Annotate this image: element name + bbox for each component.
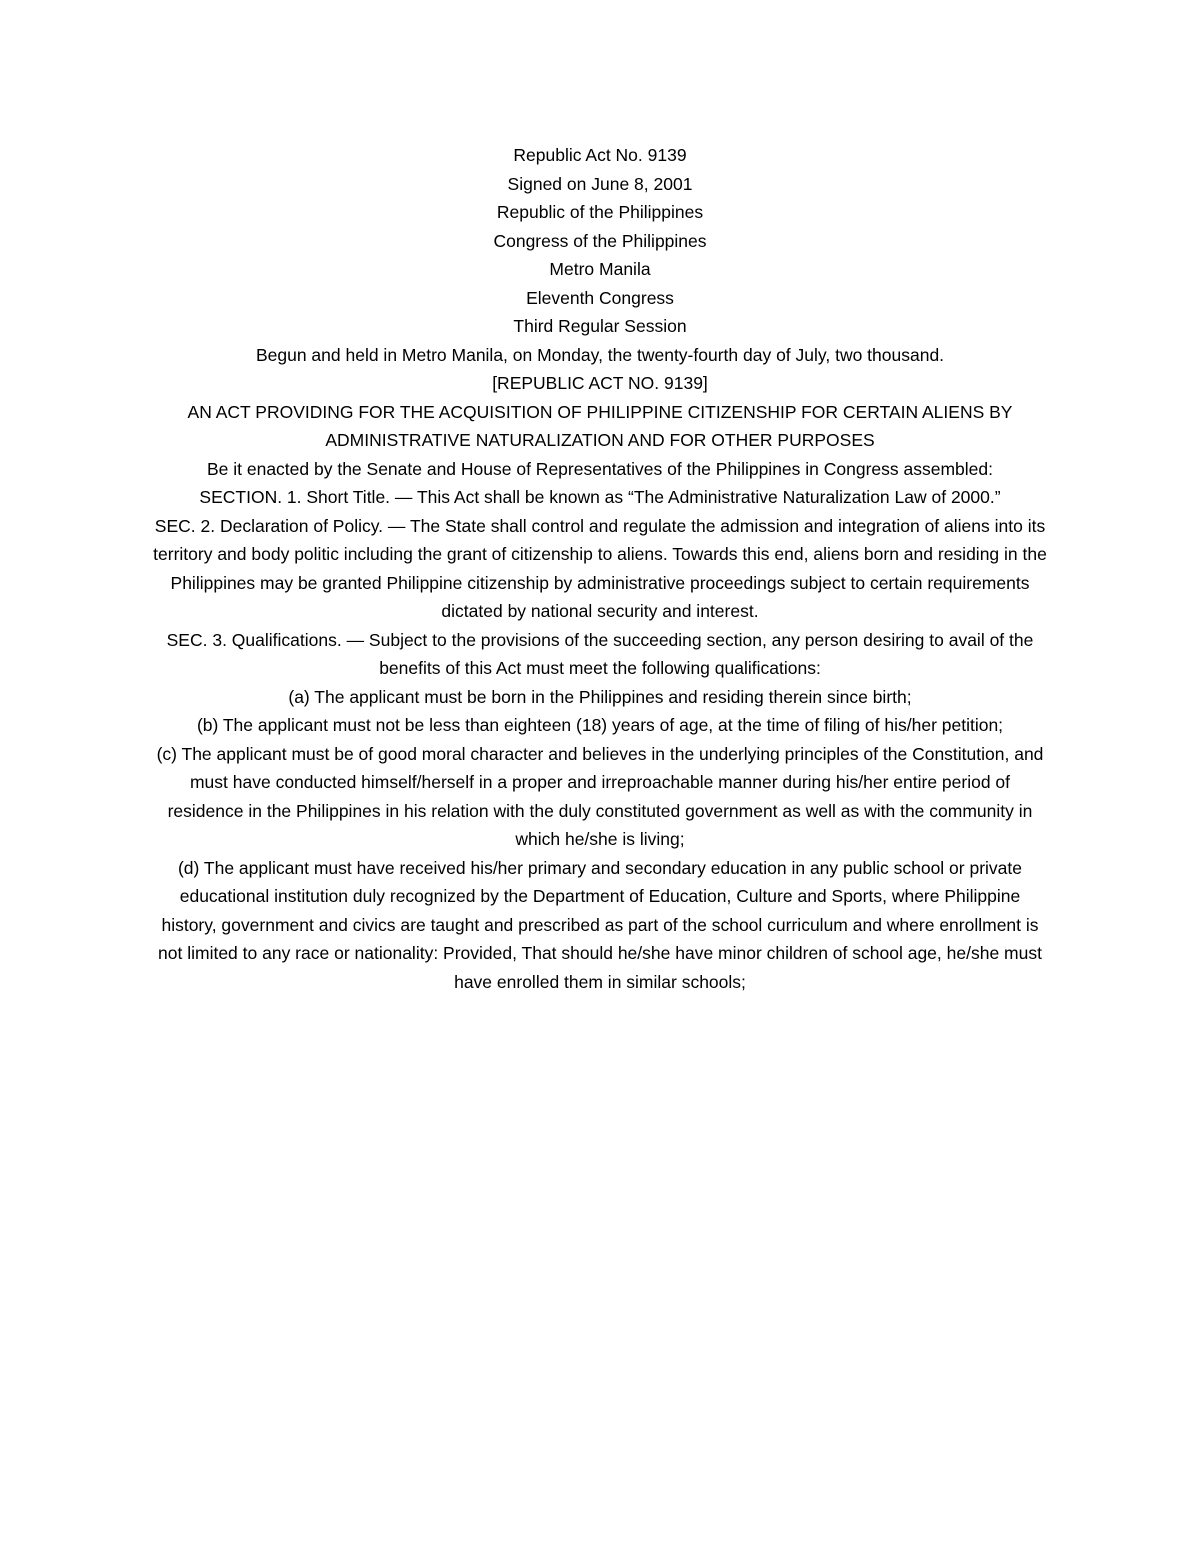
section-2: SEC. 2. Declaration of Policy. — The State shall control and regulate the admission and integration of aliens into its territory and body politic including the grant of citizenship to aliens. Towards this end, aliens born and residing in the Philippines may be granted Philippine citizenship by administrative proceedings subject to certain requirements dictated by national security and interest. — [153, 515, 1047, 621]
qualification-b: (b) The applicant must not be less than eighteen (18) years of age, at the time of filing of his/her petition; — [196, 715, 1004, 735]
document-header — [150, 141, 1050, 227]
section-3: SEC. 3. Qualifications. — Subject to the provisions of the succeeding section, any person desiring to avail of the benefits of this Act must meet the following qualifications: — [166, 629, 1034, 678]
qualification-c: (c) The applicant must be of good moral character and believes in the underlying principles of the Constitution, and must have conducted himself/herself in a proper and irreproachable manner during his/her entire period of residence in the Philippines in his relation with the duly constituted government as well as with the community in which he/she is living; — [156, 743, 1044, 849]
section-1: SECTION. 1. Short Title. — This Act shall be known as “The Administrative Naturalization Law of 2000.” — [199, 487, 1001, 507]
congress-name: Congress of the Philippines — [493, 230, 707, 251]
signed-date: Signed on June 8, 2001 — [507, 173, 693, 194]
congress-number: Eleventh Congress — [526, 287, 674, 308]
qualification-d: (d) The applicant must have received his/her primary and secondary education in any public school or private educational institution duly recognized by the Department of Education, Culture and Sports, where Philippine history, government and civics are taught and prescribed as part of the school curriculum and where enrollment is not limited to any race or nationality: Provided, That should he/she have minor children of school age, he/she must have enrolled them in similar schools; — [158, 857, 1042, 992]
congress-session: Third Regular Session — [513, 316, 687, 336]
country-name: Republic of the Philippines — [496, 202, 704, 222]
congress-location: Metro Manila — [549, 259, 651, 279]
enacting-clause: Be it enacted by the Senate and House of Representatives of the Philippines in Congress assembled: — [206, 458, 994, 479]
act-number: Republic Act No. 9139 — [513, 145, 687, 165]
bracket-title: [REPUBLIC ACT NO. 9139] — [492, 373, 708, 393]
congress-info — [150, 227, 1050, 341]
begun-statement: Begun and held in Metro Manila, on Monday, the twenty-fourth day of July, two thousand. — [255, 344, 945, 365]
act-title: AN ACT PROVIDING FOR THE ACQUISITION OF PHILIPPINE CITIZENSHIP FOR CERTAIN ALIENS BY ADMINISTRATIVE NATURALIZATION AND FOR OTHER PURPOSES — [187, 401, 1013, 450]
document-body — [150, 141, 1050, 996]
qualification-a: (a) The applicant must be born in the Philippines and residing therein since birth; — [288, 686, 912, 707]
